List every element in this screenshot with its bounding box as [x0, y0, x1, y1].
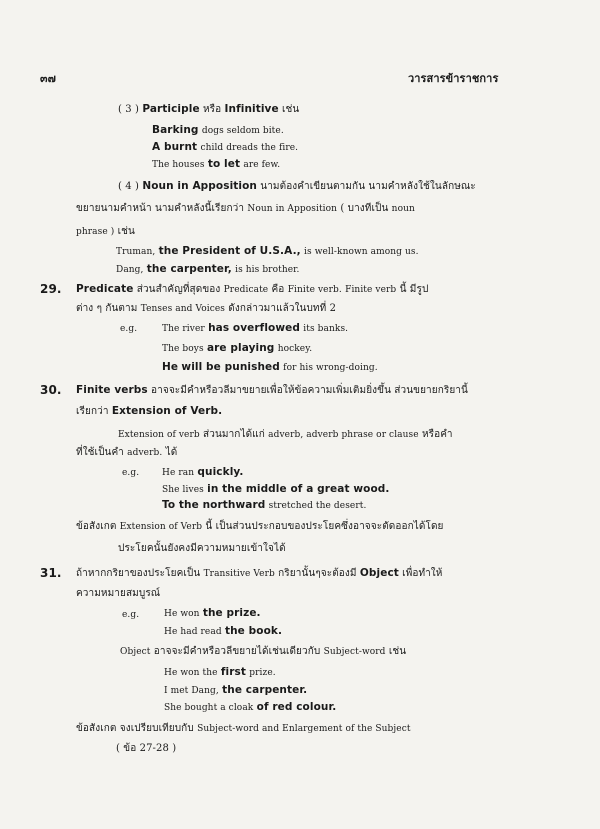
example-line	[162, 482, 389, 497]
term: Tenses and Voices	[140, 304, 225, 314]
example-text: He won	[164, 609, 200, 619]
thai-text: จงเปรียบเทียบกับ	[119, 723, 194, 734]
thai-text: นี้ เป็นส่วนประกอบของประโยคซึ่งอาจจะตัดออกได้โดย	[205, 521, 444, 532]
example-line	[164, 683, 307, 698]
section-label: ( 3 )	[118, 104, 140, 115]
term: Object	[359, 567, 399, 579]
body-line	[76, 225, 135, 239]
example-text: its banks.	[303, 324, 349, 334]
section-number: 29.	[40, 282, 62, 296]
emphasis: the book.	[224, 625, 283, 637]
example-text: He won the	[164, 668, 218, 678]
term: Finite verb	[345, 285, 397, 295]
emphasis: the carpenter.	[222, 684, 308, 696]
emphasis: Barking	[152, 124, 199, 136]
example-line	[162, 341, 312, 356]
example-line	[162, 360, 378, 375]
thai-text: หรือคำ	[421, 429, 453, 440]
eg-label: e.g.	[122, 468, 140, 478]
term: Noun in Apposition	[142, 180, 257, 192]
emphasis: in the middle of a great wood.	[207, 483, 390, 495]
term: Extension of Verb	[119, 522, 203, 532]
term: Noun in Apposition	[247, 204, 338, 214]
section-number: 31.	[40, 566, 62, 580]
example-text: is well-known among us.	[304, 247, 419, 257]
body-line	[118, 428, 453, 442]
emphasis: quickly.	[197, 466, 244, 478]
example-text: are few.	[243, 160, 281, 170]
example-line	[164, 700, 336, 715]
example-line	[164, 606, 261, 621]
example-text: is his brother.	[235, 265, 300, 275]
example-text: She bought a cloak	[164, 703, 254, 713]
example-text: Dang,	[116, 265, 144, 275]
body-line	[76, 202, 415, 216]
thai-text: เช่น	[388, 646, 407, 657]
note-line: ( ข้อ 27-28 )	[116, 743, 177, 754]
term: phrase )	[76, 227, 115, 237]
thai-text: นี้	[399, 284, 407, 295]
note-label: ข้อสังเกต	[76, 723, 117, 734]
example-text: I met Dang,	[164, 686, 219, 696]
term: Subject-word	[323, 647, 386, 657]
section-4-heading	[118, 179, 476, 194]
emphasis: A burnt	[152, 141, 198, 153]
example-text: child dreads the fire.	[200, 143, 299, 153]
body-line	[76, 446, 177, 460]
thai-text: ( บางทีเป็น	[340, 203, 389, 214]
emphasis: are playing	[206, 342, 275, 354]
example-text: dogs seldom bite.	[201, 126, 284, 136]
section-3-heading	[118, 102, 299, 117]
body-line	[76, 282, 428, 297]
emphasis: will be punished	[181, 361, 280, 373]
term: Predicate	[223, 285, 269, 295]
emphasis: He	[162, 361, 179, 373]
note-label: ข้อสังเกต	[76, 521, 117, 532]
section-label: ( 4 )	[118, 181, 140, 192]
thai-text: กริยานั้นๆจะต้องมี	[278, 568, 357, 579]
note-line: ประโยคนั้นยังคงมีความหมายเข้าใจได้	[118, 543, 286, 554]
thai-text: มีรูป	[409, 284, 429, 295]
example-text: stretched the desert.	[268, 501, 367, 511]
term: Finite verbs	[76, 384, 148, 396]
thai-text: ที่ใช้เป็นคำ	[76, 447, 124, 458]
example-line	[152, 157, 280, 172]
thai-text: ต่าง ๆ กันตาม	[76, 303, 138, 314]
example-line	[152, 140, 298, 155]
eg-label: e.g.	[122, 610, 140, 620]
example-line	[164, 665, 276, 680]
term: adverb.	[127, 448, 163, 458]
example-line	[162, 465, 243, 480]
emphasis: first	[220, 666, 246, 678]
example-text: hockey.	[277, 344, 313, 354]
term: Extension of Verb.	[111, 405, 223, 417]
example-text: prize.	[249, 668, 276, 678]
term: Infinitive	[224, 103, 279, 115]
thai-text: ขยายนามคำหน้า นามคำหลังนี้เรียกว่า	[76, 203, 245, 214]
term: noun	[391, 204, 415, 214]
thai-text: คือ	[271, 284, 285, 295]
term: Transitive Verb	[203, 569, 275, 579]
emphasis: to let	[207, 158, 241, 170]
emphasis: the carpenter,	[146, 263, 232, 275]
running-title: วารสารข้าราชการ	[408, 72, 499, 85]
body-line	[76, 566, 442, 581]
example-line	[162, 321, 348, 336]
term: Participle	[142, 103, 200, 115]
emphasis: the prize.	[202, 607, 261, 619]
example-line	[116, 244, 419, 259]
emphasis: To the northward	[162, 499, 266, 511]
note-line	[76, 520, 444, 534]
term: Predicate	[76, 283, 134, 295]
emphasis: has overflowed	[208, 322, 301, 334]
thai-text: เช่น	[117, 226, 135, 237]
body-line	[76, 404, 222, 419]
example-text: She lives	[162, 485, 204, 495]
thai-text: ส่วนมากได้แก่	[203, 429, 265, 440]
thai-text: เช่น	[282, 104, 300, 115]
example-line	[162, 498, 366, 513]
section-number: 30.	[40, 383, 62, 397]
term: Finite verb.	[287, 285, 342, 295]
page-number: ๓๗	[40, 72, 56, 85]
term: adverb, adverb phrase or clause	[268, 430, 419, 440]
thai-text: หรือ	[202, 104, 222, 115]
thai-text: นามต้องคำเขียนตามกัน นามคำหลังใช้ในลักษณะ	[260, 181, 476, 192]
body-line	[76, 383, 468, 398]
eg-label: e.g.	[120, 324, 138, 334]
thai-text: เรียกว่า	[76, 406, 109, 417]
emphasis: of red colour.	[256, 701, 337, 713]
example-text: for his wrong-doing.	[283, 363, 378, 373]
thai-text: เพื่อทำให้	[402, 568, 443, 579]
example-line	[164, 624, 282, 639]
body-line: ความหมายสมบูรณ์	[76, 588, 161, 599]
example-text: The houses	[152, 160, 205, 170]
thai-text: ส่วนสำคัญที่สุดของ	[136, 284, 221, 295]
example-text: The river	[162, 324, 205, 334]
example-text: Truman,	[116, 247, 156, 257]
example-text: He had read	[164, 627, 222, 637]
thai-text: อาจจะมีคำหรือวลีขยายได้เช่นเดียวกับ	[153, 646, 321, 657]
thai-text: ได้	[165, 447, 178, 458]
emphasis: the President of U.S.A.,	[158, 245, 301, 257]
example-text: He ran	[162, 468, 195, 478]
term: Object	[120, 647, 151, 657]
example-text: The boys	[162, 344, 204, 354]
body-line	[120, 645, 406, 659]
thai-text: ถ้าหากกริยาของประโยคเป็น	[76, 568, 201, 579]
thai-text: อาจจะมีคำหรือวลีมาขยายเพื่อให้ข้อความเพิ่มเติมยิ่งขึ้น ส่วนขยายกริยานี้	[151, 385, 468, 396]
example-line	[116, 262, 300, 277]
thai-text: ดังกล่าวมาแล้วในบทที่ 2	[228, 303, 337, 314]
term: Subject-word and Enlargement of the Subject	[197, 724, 411, 734]
body-line	[76, 302, 336, 316]
example-line	[152, 123, 284, 138]
term: Extension of verb	[118, 430, 200, 440]
note-line	[76, 722, 411, 736]
